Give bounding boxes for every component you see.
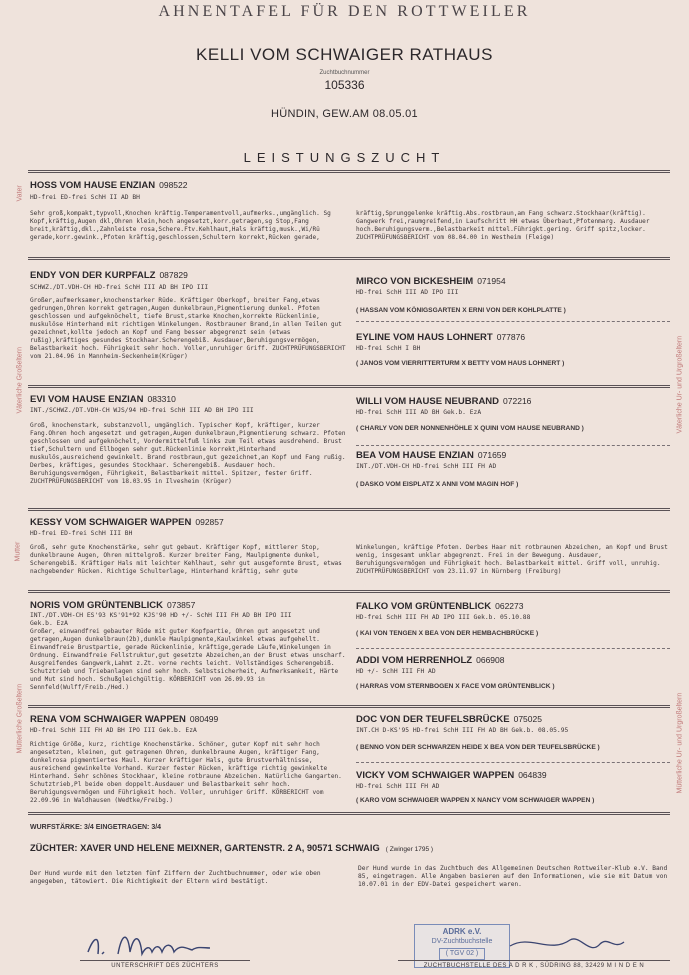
side-label-vaeterliche-ur: Väterliche Ur- und Urgroßeltern — [676, 335, 684, 434]
great-grandfather-1-titles: HD-frei SchH III AD IPO III — [356, 289, 459, 296]
dog-name: KELLI VOM SCHWAIGER RATHAUS — [196, 45, 493, 64]
mother-titles: HD-frei ED-frei SchH III BH — [30, 530, 133, 537]
great-grandmother-2-name: BEA VOM HAUSE ENZIAN 071659 — [356, 450, 507, 461]
separator — [28, 257, 670, 260]
separator — [28, 508, 670, 511]
breeder-signature-label: UNTERSCHRIFT DES ZÜCHTERS — [111, 963, 219, 969]
grandfather-paternal-description: Großer,aufmerksamer,knochenstarker Rüde. Kräftiger Oberkopf, breiter Fang,etwas gedrungen,Ohren korrekt getragen,Augen dunkelbraun,Pigmentierung dunkel. Pfoten geschlossen und aufgeknöchelt, tiefe Brust,starke Knochen,korrekte Rückenlinie, muskulöse Hinterhand mit richtigen Winkelungen. Rostbrauner Brand,in allen Teilen gut gezeichnet,kollte jedoch an Kopf und Fang besser abgegrenzt sein (etwas rußig),kräftiges gesundes Stockhaar.Scherengebiß. Ausdauer,Beruhigungsvermögen, Belastbarkeit hoch. Führigkeit sehr hoch. Voller,unruhiger Griff. ZUCHTPRÜFUNGSBERICHT vom 21.04.96 in Mannheim-Seckenheim(Krüger) — [30, 297, 346, 360]
great-grandfather-3-titles: HD-frei SchH III FH AD IPO III Gek.b. 05.10.88 — [356, 614, 531, 621]
grandmother-maternal-titles: HD-frei SchH III FH AD BH IPO III Gek.b. EzA — [30, 727, 197, 734]
grandfather-maternal-name: NORIS VOM GRÜNTENBLICK 073857 — [30, 600, 196, 611]
registry-address-label: ZUCHTBUCHSTELLE DES A D R K , SÜDRING 88, 32429 M I N D E N — [423, 963, 645, 969]
zuchtbuch-number: 105336 — [324, 78, 365, 92]
great-grandmother-2-parents: ( DASKO VOM EISPLATZ X ANNI VOM MAGIN HOF ) — [356, 481, 519, 488]
zuchtbuch-label: Zuchtbuchnummer — [319, 70, 370, 76]
great-grandmother-2-titles: INT./DT.VDH-CH HD-frei SchH III FH AD — [356, 463, 497, 470]
mother-name: KESSY VOM SCHWAIGER WAPPEN 092857 — [30, 517, 224, 528]
signature-line — [398, 960, 670, 961]
father-titles: HD-frei ED-frei SchH II AD BH — [30, 194, 140, 201]
tattoo-note: Der Hund wurde mit den letzten fünf Ziffern der Zuchtbuchnummer, oder wie oben angegeben, tätowiert. Die Richtigkeit der Eltern wird bestätigt. — [30, 870, 321, 885]
grandmother-paternal-name: EVI VOM HAUSE ENZIAN 083310 — [30, 394, 176, 405]
breeder: ZÜCHTER: XAVER UND HELENE MEIXNER, GARTENSTR. 2 A, 90571 SCHWAIG ( Zwinger 1795 ) — [30, 843, 434, 853]
great-grandfather-1-name: MIRCO VON BICKESHEIM 071954 — [356, 276, 506, 287]
great-grandmother-3-name: ADDI VOM HERRENHOLZ 066908 — [356, 655, 505, 666]
great-grandmother-3-titles: HD +/- SchH III FH AD — [356, 668, 436, 675]
breeder-signature — [80, 926, 250, 960]
separator — [28, 590, 670, 593]
grandmother-paternal-titles: INT./SCHWZ./DT.VDH-CH WJS/94 HD-frei SchH III AD BH IPO III — [30, 407, 254, 414]
grandmother-maternal-description: Richtige Größe, kurz, richtige Knochenstärke. Schöner, guter Kopf mit sehr hoch angesetzten, kleinen, gut getragenen Ohren, dunkelbraune Augen, kräftiger Fang, dunkelrosa pigmentiertes Maul. Kurzer kräftiger Hals, gute Brustverhältnisse, ausreichend gewinkelte Vorhand. Kurzer fester Rücken, kräftige richtig gewinkelte Hinterhand. Sehr schönes Stockhaar, kleine rotbraune Abzeichen. Natürliche Gangarten. Schutztrieb,Pl beide oben doppelt.Ausdauer und Belastbarkeit sehr hoch. Beruhigungsvermögen und Führigkeit hoch. Voller, unruhiger Griff. KÖRBERICHT vom 22.09.96 in Waldhausen (Wedtke/Freibg.) — [30, 741, 342, 804]
mother-description-cont: Winkelungen, kräftige Pfoten. Derbes Haar mit rotbraunen Abzeichen, an Kopf und Brust wenig, insgesamt unklar abgegrenzt. Frei in der Bewegung. Ausdauer, Beruhigungsvermögen und Führigkeit hoch. Belastbarkeit mittel. Griff voll, unruhig. ZUCHTPRÜFUNGSBERICHT vom 23.11.97 in Nürnberg (Freiburg) — [356, 544, 668, 575]
litter-size: WURFSTÄRKE: 3/4 EINGETRAGEN: 3/4 — [30, 824, 162, 831]
dashed-separator — [356, 445, 670, 446]
signature-line — [80, 960, 250, 961]
great-grandfather-4-name: DOC VON DER TEUFELSBRÜCKE 075025 — [356, 714, 542, 725]
adrk-stamp: ADRK e.V. DV-Zuchtbuchstelle ( TGV 02 ) — [414, 924, 510, 968]
great-grandfather-2-titles: HD-frei SchH III AD BH Gek.b. EzA — [356, 409, 482, 416]
great-grandfather-4-titles: INT.CH D-KS'95 HD-frei SchH III FH AD BH Gek.b. 08.05.95 — [356, 727, 569, 734]
birth-date: HÜNDIN, GEW.AM 08.05.01 — [271, 108, 418, 120]
dashed-separator — [356, 321, 670, 322]
section-title: LEISTUNGSZUCHT — [243, 150, 446, 165]
great-grandfather-4-parents: ( BENNO VON DER SCHWARZEN HEIDE X BEA VON DER TEUFELSBRÜCKE ) — [356, 744, 600, 751]
grandmother-maternal-name: RENA VOM SCHWAIGER WAPPEN 080499 — [30, 714, 219, 725]
great-grandfather-2-parents: ( CHARLY VON DER NONNENHÖHLE X QUINI VOM HAUSE NEUBRAND ) — [356, 425, 584, 432]
great-grandfather-2-name: WILLI VOM HAUSE NEUBRAND 072216 — [356, 396, 532, 407]
great-grandmother-4-parents: ( KARO VOM SCHWAIGER WAPPEN X NANCY VOM SCHWAIGER WAPPEN ) — [356, 797, 595, 804]
father-name: HOSS VOM HAUSE ENZIAN 098522 — [30, 180, 188, 191]
side-label-muetterliche-ur: Mütterliche Ur- und Urgroßeltern — [676, 692, 684, 794]
separator — [28, 170, 670, 173]
great-grandmother-1-name: EYLINE VOM HAUS LOHNERT 077876 — [356, 332, 526, 343]
grandfather-paternal-name: ENDY VON DER KURPFALZ 087829 — [30, 270, 188, 281]
great-grandmother-4-name: VICKY VOM SCHWAIGER WAPPEN 064839 — [356, 770, 547, 781]
great-grandmother-1-titles: HD-frei SchH I BH — [356, 345, 421, 352]
separator — [28, 812, 670, 815]
grandfather-maternal-description: Großer, einwandfrei gebauter Rüde mit guter Kopfpartie, Ohren gut angesetzt und getragen,Augen dunkelbraun(2b),dunkle Maulpigmente,Kaulwinkel etwas aufgehellt. Einwandfreie Brustpartie, gerade Rückenlinie, kräftige,gerade Läufe,Winkelungen in Ordnung. Einwandfreie Fellstruktur,gut gesetzte Abzeichen,an der Brust etwas unscharf. Ausgreifendes Gangwerk,Lahmt z.Zt. vorne rechts leicht. Vollständiges Scherengebiß. Schutztrieb und Triebanlagen sind sehr hoch. Selbstsicherheit, Aufmerksamkeit, Härte und Mut sind hoch. Schußgleichgültig. KÖRBERICHT vom 26.09.93 in Sennfeld(Wulff/Freib./Hed.) — [30, 628, 346, 691]
grandfather-paternal-titles: SCHWZ./DT.VDH-CH HD-frei SchH III AD BH IPO III — [30, 284, 209, 291]
great-grandmother-3-parents: ( HARRAS VOM STERNBOGEN X FACE VOM GRÜNTENBLICK ) — [356, 683, 555, 690]
dashed-separator — [356, 648, 670, 649]
separator — [28, 385, 670, 388]
great-grandfather-3-parents: ( KAI VON TENGEN X BEA VON DER HEMBACHBRÜCKE ) — [356, 630, 539, 637]
grandfather-maternal-titles-2: Gek.b. EzA — [30, 620, 68, 627]
separator — [28, 705, 670, 708]
mother-description: Groß, sehr gute Knochenstärke, sehr gut gebaut. Kräftiger Kopf, mittlerer Stop, dunkelbraune Augen, Ohren mittelgroß. Kurzer breiter Fang, Maulpigmente dunkel, Scherengebiß. Kräftiger Hals mit leichter Kehlhaut, sehr gut ausgeformte Brust, etwas nachgebender Rücken. Richtige Schulterlage, Hinterhand kräftig, sehr gute — [30, 544, 342, 575]
side-label-mutter: Mutter — [14, 541, 22, 562]
great-grandmother-4-titles: HD-frei SchH III FH AD — [356, 783, 440, 790]
father-description: Sehr groß,kompakt,typvoll,Knochen kräftig.Temperamentvoll,aufmerks.,umgänglich. Sg Kopf,kräftig,Augen dkl,Ohren klein,hoch angesetzt,korr.getragen,sg Stop,Fang breit,kräftig,dkl.,Zahnleiste rosa,Schere.Ftv.Kehlhaut,Hals kräftig,musk.,Wi/Rü gerade,korr.gewink.,Pfoten kräftig,geschlossen,Schultern korrekt,Rücken gerade, — [30, 210, 331, 241]
registry-note: Der Hund wurde in das Zuchtbuch des Allgemeinen Deutschen Rottweiler-Klub e.V. Band 85, eingetragen. Alle Angaben basieren auf den Informationen, wie sie mit Datum von 10.07.01 in der EDV-Datei gespeichert waren. — [358, 865, 668, 888]
side-label-vaeterliche-grosseltern: Väterliche Großeltern — [16, 346, 24, 414]
registry-signature — [500, 926, 630, 960]
grandmother-paternal-description: Groß, knochenstark, substanzvoll, umgänglich. Typischer Kopf, kräftiger, kurzer Fang.Ohren hoch angesetzt und getragen,Augen dunkelbraun,Pigmentierung schwarz. Pfoten geschlossen und aufgeknöchelt, Vordermittelfuß links zum Teil etwas ausdrehend. Brust tief,Schultern und Ellbogen sehr gut.Rückenlinie korrekt,Hinterhand muskulös,ausreichend gewinkelt. Brand rostbraun,gut gezeichnet,an Kopf und Fang rußig. Derbes, kräftiges, gesundes Stockhaar. Scherengebiß. Ausdauer hoch. Beruhigungsvermögen, Führigkeit, Belastbarkeit mittel. Spitzer, fester Griff. ZUCHTPRÜFUNGSBERICHT vom 18.03.95 in Ilvesheim (Krüger) — [30, 422, 346, 485]
great-grandfather-1-parents: ( HASSAN VOM KÖNIGSGARTEN X ERNI VON DER KOHLPLATTE ) — [356, 307, 566, 314]
side-label-vater: Vater — [16, 185, 24, 202]
document-title: AHNENTAFEL FÜR DEN ROTTWEILER — [158, 3, 531, 20]
side-label-muetterliche-grosseltern: Mütterliche Großeltern — [16, 683, 24, 754]
dashed-separator — [356, 762, 670, 763]
great-grandmother-1-parents: ( JANOS VOM VIERRITTERTURM X BETTY VOM HAUS LOHNERT ) — [356, 360, 565, 367]
grandfather-maternal-titles: INT./DT.VDH-CH ES'93 KS'91*92 KJS'90 HD +/- SchH III FH AD BH IPO III — [30, 612, 292, 619]
father-description-cont: kräftig,Sprunggelenke kräftig.Abs.rostbraun,am Fang schwarz.Stockhaar(kräftig). Gangwerk frei,raumgreifend,in Laufschritt HH etwas Überbaut,Pfotenmarg. Ausdauer hoch.Beruhigungsverm.,Belastbarkeit mittel.Führigkt.gering. Griff spitz,locker. ZUCHTPRÜFUNGSBERICHT vom 08.04.00 in Westheim (Fleige) — [356, 210, 650, 241]
great-grandfather-3-name: FALKO VOM GRÜNTENBLICK 062273 — [356, 601, 524, 612]
